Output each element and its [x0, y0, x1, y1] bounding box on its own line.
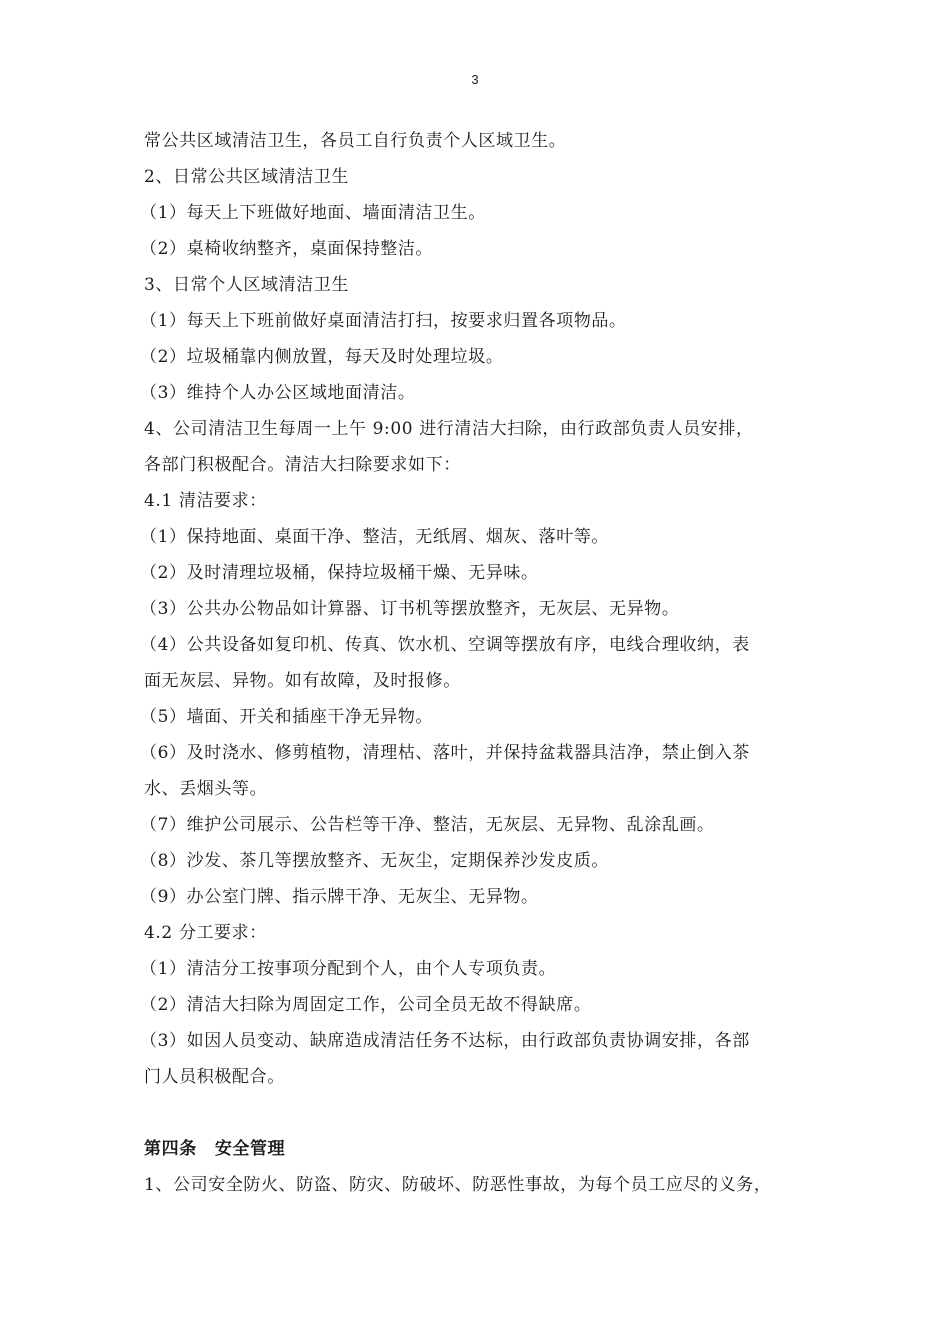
paragraph-line: 水、丢烟头等。 — [144, 779, 268, 799]
paragraph-line: 4.2 分工要求： — [144, 923, 267, 943]
paragraph-line: 门人员积极配合。 — [144, 1067, 285, 1087]
paragraph-line: 常公共区域清洁卫生，各员工自行负责个人区域卫生。 — [144, 131, 567, 151]
paragraph-line: 4.1 清洁要求： — [144, 491, 267, 511]
paragraph-line: （2）清洁大扫除为周固定工作，公司全员无故不得缺席。 — [140, 995, 592, 1015]
paragraph-line: （4）公共设备如复印机、传真、饮水机、空调等摆放有序，电线合理收纳，表 — [140, 635, 750, 655]
paragraph-line: （5）墙面、开关和插座干净无异物。 — [140, 707, 434, 727]
document-body — [140, 123, 812, 1203]
paragraph-line: （2）桌椅收纳整齐，桌面保持整洁。 — [140, 239, 434, 259]
paragraph-line: （7）维护公司展示、公告栏等干净、整洁，无灰层、无异物、乱涂乱画。 — [140, 815, 715, 835]
paragraph-line: （3）如因人员变动、缺席造成清洁任务不达标，由行政部负责协调安排，各部 — [140, 1031, 750, 1051]
paragraph-line: 3、日常个人区域清洁卫生 — [144, 275, 350, 295]
paragraph-line: （2）垃圾桶靠内侧放置，每天及时处理垃圾。 — [140, 347, 504, 367]
paragraph-line: 面无灰层、异物。如有故障，及时报修。 — [144, 671, 461, 691]
paragraph-line: 2、日常公共区域清洁卫生 — [144, 167, 350, 187]
blank-line — [144, 1095, 812, 1131]
paragraph-line: （1）保持地面、桌面干净、整洁，无纸屑、烟灰、落叶等。 — [140, 527, 610, 547]
paragraph-line: 1、公司安全防火、防盗、防灾、防破坏、防恶性事故，为每个员工应尽的义务， — [144, 1175, 772, 1195]
page-number: 3 — [471, 72, 479, 87]
paragraph-line: （1）每天上下班前做好桌面清洁打扫，按要求归置各项物品。 — [140, 311, 627, 331]
paragraph-line: （1）清洁分工按事项分配到个人，由个人专项负责。 — [140, 959, 557, 979]
section-title: 安全管理 — [214, 1139, 286, 1159]
paragraph-line: 各部门积极配合。清洁大扫除要求如下： — [144, 455, 461, 475]
section-heading — [144, 1131, 812, 1167]
paragraph-line: （1）每天上下班做好地面、墙面清洁卫生。 — [140, 203, 486, 223]
paragraph-line: （9）办公室门牌、指示牌干净、无灰尘、无异物。 — [140, 887, 539, 907]
paragraph-line: 4、公司清洁卫生每周一上午 9:00 进行清洁大扫除，由行政部负责人员安排， — [144, 419, 754, 439]
paragraph-line: （2）及时清理垃圾桶，保持垃圾桶干燥、无异味。 — [140, 563, 539, 583]
paragraph-line: （6）及时浇水、修剪植物，清理枯、落叶，并保持盆栽器具洁净，禁止倒入茶 — [140, 743, 750, 763]
paragraph-line: （3）维持个人办公区域地面清洁。 — [140, 383, 416, 403]
paragraph-line: （8）沙发、茶几等摆放整齐、无灰尘，定期保养沙发皮质。 — [140, 851, 610, 871]
section-number: 第四条 — [144, 1139, 197, 1159]
paragraph-line: （3）公共办公物品如计算器、订书机等摆放整齐，无灰层、无异物。 — [140, 599, 680, 619]
